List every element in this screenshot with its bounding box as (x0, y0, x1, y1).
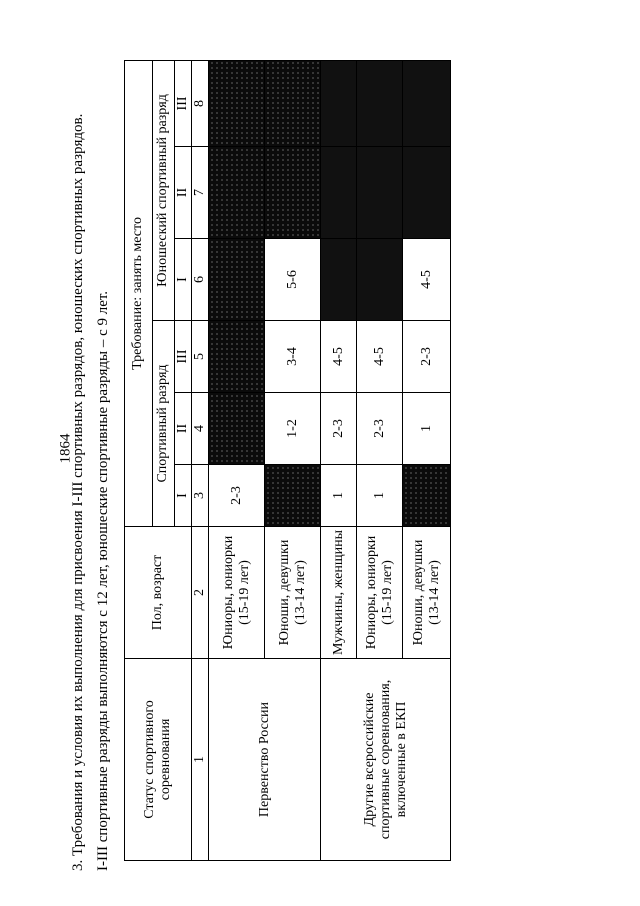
cell-unavailable (357, 147, 403, 239)
column-number: 2 (192, 527, 209, 659)
cell-unavailable (265, 60, 321, 146)
header-sport-rank: Спортивный разряд (153, 321, 175, 527)
cell-youth-rank-1: 5-6 (265, 239, 321, 321)
column-number: 4 (192, 393, 209, 465)
cell-rank-1: 1 (357, 465, 403, 527)
section-heading: 3. Требования и условия их выполнения для присвоения I-III спортивных разрядов, юношеских спортивных разрядов. (70, 113, 86, 871)
row-group: Юниоры, юниорки (15-19 лет) (357, 527, 403, 659)
header-status: Статус спортивного соревнования (125, 659, 192, 861)
cell-rank-3: 4-5 (321, 321, 357, 393)
cell-unavailable (265, 465, 321, 527)
row-group: Юноши, девушки (13-14 лет) (403, 527, 451, 659)
cell-unavailable (403, 147, 451, 239)
cell-unavailable (209, 147, 265, 239)
page-number: 1864 (57, 433, 74, 464)
column-number: 3 (192, 465, 209, 527)
table-row (321, 60, 357, 860)
cell-unavailable (321, 147, 357, 239)
cell-unavailable (321, 60, 357, 146)
cell-rank-1: 1 (321, 465, 357, 527)
row-group: Юниоры, юниорки (15-19 лет) (209, 527, 265, 659)
column-number: 7 (192, 147, 209, 239)
cell-rank-1: 2-3 (209, 465, 265, 527)
cell-unavailable (209, 321, 265, 393)
cell-unavailable (357, 60, 403, 146)
header-gender-age: Пол, возраст (125, 527, 192, 659)
cell-unavailable (321, 239, 357, 321)
rank-header: II (175, 147, 192, 239)
cell-unavailable (209, 393, 265, 465)
cell-rank-3: 2-3 (403, 321, 451, 393)
cell-unavailable (209, 239, 265, 321)
cell-rank-2: 2-3 (321, 393, 357, 465)
cell-rank-3: 4-5 (357, 321, 403, 393)
rank-header: I (175, 239, 192, 321)
row-group: Юноши, девушки (13-14 лет) (265, 527, 321, 659)
cell-unavailable (403, 465, 451, 527)
column-number: 8 (192, 60, 209, 146)
column-number: 5 (192, 321, 209, 393)
row-status: Другие всероссийские спортивные соревнования, включенные в ЕКП (321, 659, 451, 861)
cell-unavailable (357, 239, 403, 321)
column-number: 1 (192, 659, 209, 861)
requirements-table (124, 60, 451, 861)
cell-rank-2: 1 (403, 393, 451, 465)
row-status: Первенство России (209, 659, 321, 861)
rank-header: II (175, 393, 192, 465)
rank-header: III (175, 321, 192, 393)
row-group: Мужчины, женщины (321, 527, 357, 659)
age-requirements-note: I-III спортивные разряды выполняются с 12 лет, юношеские спортивные разряды – с 9 лет. (95, 290, 111, 871)
rank-header: I (175, 465, 192, 527)
cell-rank-2: 1-2 (265, 393, 321, 465)
header-youth-rank: Юношеский спортивный разряд (153, 60, 175, 320)
column-number: 6 (192, 239, 209, 321)
cell-youth-rank-1: 4-5 (403, 239, 451, 321)
rank-header: III (175, 60, 192, 146)
cell-rank-2: 2-3 (357, 393, 403, 465)
cell-unavailable (265, 147, 321, 239)
cell-unavailable (403, 60, 451, 146)
cell-rank-3: 3-4 (265, 321, 321, 393)
cell-unavailable (209, 60, 265, 146)
table-row (209, 60, 265, 860)
header-requirement: Требование: занять место (125, 60, 153, 526)
